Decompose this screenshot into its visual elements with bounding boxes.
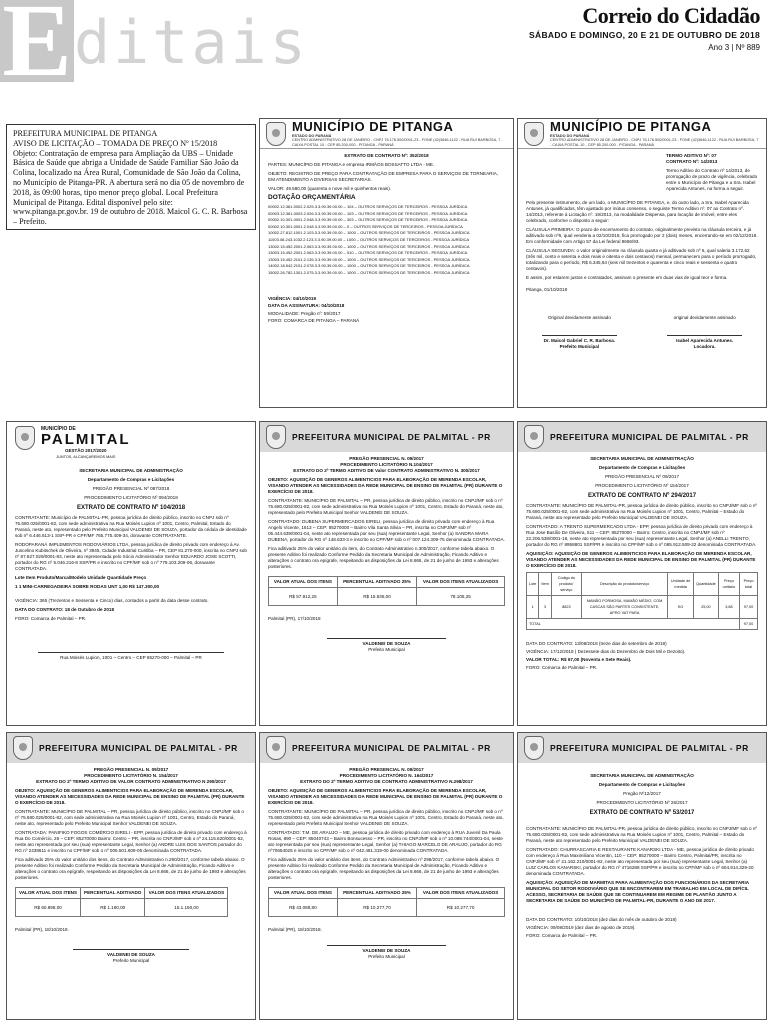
notice-line: CONTRATADO: A TRENTO SUPERMERCADO LTDA - EPP, pessoa jurídica de direito privado com endereço à Rua Jose Basílio De Oliveira, 511 – CEP: 85270000 – Bairro: Centro, inscrita no CNPJ/MF sob nº 22.206.538/0001-18, neste ato representada por seu (sua) representante Legal, Senhor (a) ANELLI TRENTO, portador do RG nº 8958801 SSP/PR e inscrito no CPF/MF sob o nº 065.912.509-22 denominada CONTRATADA. [526,524,757,547]
notice-line: CONTRATANTE: MUNICÍPIO DE PALMITAL – PR, pessoa jurídica de direito público, inscrito no CNPJ/MF sob o nº 75.680.025/0001-82, com sede administrativa na Rua Moisés Lupion nº 1001, Centro, Estado do Paraná, neste ato, representado pelo Prefeito Municipal Senhor VALDENEI DE SOUZA. [15,809,244,826]
notice-aditivo-palmital-298 [259,732,514,1020]
notice-line: Termo Aditivo do Contrato nº 14/2013, de prorrogação de prazo de vigência, celebrado entre o Município de Pitanga e a Sra. Isabel Aparecida Antunes, na forma a seguir. [666,168,758,191]
coat-of-arms-icon [524,425,544,449]
notice-line: PROCEDIMENTO LICITATÓRIO Nº 094/2018 [84,495,178,500]
signatory-name: Dr. Maicol Gabriel C. R. Barbosa. [543,338,616,343]
notice-line: CONTRATANTE: MUNICÍPIO DE PALMITAL-PR, pessoa jurídica de direito público, inscrito no CNPJ/MF sob o nº 75.680.025/0001-82, com sede administrativa na Rua Moisés Lupion nº 1001, Centro, Palmital – Estado do Paraná, neste ato representado pelo Prefeito Municipal VALDENEI DE SOUZA. [526,503,758,520]
notice-date: Palmital (PR), 18/10/2018. [268,927,322,932]
table-header: Preço unitário [718,573,739,596]
notice-line: DATA DO CONTRATO: 10/10/2018 (dez dias do mês de outubro de 2018) [526,917,677,922]
notice-line: Fica aditivado 25% do valor unitário do item, do Contrato Administrativo n.300/2017, conforme tabela abaixo. O presente Aditivo foi realizado Conforme Pedido da Secretaria Municipal de Administração, Ficando Aditivo e alterações o contrato ora epígrafe, respeitando as disposições da Lei 8.666, de 21 de junho de 1993 e alterações posteriores. [268,546,499,569]
notice-line: PREGÃO PRESENCIAL Nº 087/2018 [92,486,170,491]
budget-line: 00002.10.301.0001.2.048.3.3.90.39.00.00 – 303 – OUTROS SERVIÇOS DE TERCEIROS - PESSOA JURÍDICA [268,217,468,223]
signature-line [667,335,742,336]
items-header: Lote Item Produto/Marca/Modelo Unidade Quantidade Preço [15,575,147,580]
notice-line: VIGÊNCIA: 09/08/2019 (dez dias de agosto de 2019). [526,925,636,930]
notice-line: DOTAÇÃO ORÇAMENTÁRIA [268,194,356,201]
notice-line: CLÁUSULA SEGUNDA: o valor originalmente na cláusula quarta e já aditivado sob nº 6, qual valeria 3.172,62 (três mil, cento e setenta e dois reais e oitenta e dois centavos) mensal, permanecem para o período prorrogado, totalizando para o período, R$ 6.345,64 (seis mil trezentos e quarenta e cinco reais e sessenta e quatro centavos). [526,248,757,271]
notice-line: MODALIDADE: Pregão nº: 59/2017 [268,310,341,316]
notice-line: DATA DO CONTRATO: 13/08/2018 (treze dias de setembro de 2018) [526,641,667,646]
signature-note: Original devidamente assinado [547,315,611,320]
notice-line: SECRETARIA MUNICIPAL DE ADMINISTRAÇÃO [590,773,694,778]
table-header: VALOR ATUAL DOS ITENS [269,577,338,588]
header-title: MUNICÍPIO DE PITANGA [550,118,712,134]
notice-title: EXTRATO DE CONTRATO Nº 104/2018 [76,505,186,511]
table-cell: MAMÃO FORMOSA. MAMÃO MÉDIO, COM CASCAS SÃO PARTES CONSISTENTE, APRO VAT PARA [581,596,667,619]
signatory-name: VALDENEI DE SOUZA [107,952,155,957]
notice-line: Pelo presente instrumento, de um lado, o MUNICÍPIO DE PITANGA, e, do outro lado, a Sra. Isabel Aparecida Antunes, já qualificados, têm ajustado por mútuo consenso, o seguinte Termo Aditivo nº. 07 ao Contrato nº. 14/2013, referente à Licitação nº. 19/2013, na modalidade Dispensa, para locação de imóvel, entre eles celebrado, conforme o disposto a seguir: [526,200,749,223]
table-cell: 8823 [551,596,581,619]
notice-line: PROCEDIMENTO LICITATÓRIO N. 164/2017 [339,773,434,778]
header-title: PALMITAL [41,431,131,448]
table-header: PERCENTUAL ADITIVADO 25% [337,577,416,588]
header-pre-title: MUNICÍPIO DE [41,426,76,432]
notice-line: PREGÃO PRESENCIAL N. 09/2017 [349,456,424,461]
table-header: Preço total [740,573,758,596]
notice-line: Departamento de Compras e Licitações [598,465,686,470]
budget-line: 13002.15.452.2001.2.063.3.3.90.39.00.00 – 1000 – OUTROS SERVIÇOS DE TERCEIROS - PESSOA JURÍDICA [268,243,470,249]
notice-line: CONTRATADO: DUBENA SUPERMERCADOS EIRELI, pessoa jurídica de direito privado com endereço à Rua Angelo Vicente, 1613 – CEP: 85270000 – Bairro Vila Santa Silvia – PR, inscrita no CNPJ/MF sob nº 05.444.639/0001-04, neste ato representada por seu (sua) representante Legal, Senhor (a) SANDRA MARA DUBENA, portador do RG nº 148.633-3 e inscrito no CPF/MF sob o nº 007.124.309-75 denominada CONTRATADA. [268,519,505,542]
notice-line: PREGÃO PRESENCIAL N. 09/2017 [349,767,424,772]
notice-line: Fica aditivado 25% do valor unitário dos itens, do Contrato Administrativo n.290/2017, conforme tabela abaixo. O presente Aditivo foi realizado Conforme Pedido da Secretaria Municipal de Administração, Ficando Aditivo e alterações o contrato ora epígrafe, respeitando as disposições da Lei 8.666, de 21 de junho de 1993 e alterações posteriores. [15,857,246,880]
budget-line: 11003.08.243.1032.2.123.3.3.90.39.00.00 – 1000 – OUTROS SERVIÇOS DE TERCEIROS - PESSOA JURÍDICA [268,236,470,242]
header-address: CENTRO ADMINISTRATIVO 28 DE JANEIRO - CNPJ 76.176.500/0001-23 - FONE (42)3646-1122 - RUA RUI BARBOSA, 7 - CAIXA POSTAL 10 - CEP 85.200-000 - PITANGA - PARANÁ [550,138,759,147]
header-gestao: GESTÃO 2017/2020 [65,448,107,453]
notice-line: TERMO ADITIVO Nº: 07 [666,153,717,158]
table-header: PERCENTUAL ADITIVADO [81,888,145,899]
table-cell: 15.1.160,00 [145,899,228,917]
header-title: PREFEITURA MUNICIPAL DE PALMITAL - PR [550,743,749,753]
notice-line: EXTRATO DE CONTRATO Nº: 352/2018 [344,153,429,158]
notice-line: CLÁUSULA PRIMEIRA: O prazo de encerramento do contrato, originalmente previsto na cláusula terceira, e já aditivado sob nº6, qual venderia a 02/10/2018, fica prorrogado por 2 (dois) meses, encerrando-se em 02/12/2018. Em conformidade com Artigo 57 da Lei federal 8666/93. [526,227,758,244]
notice-line: CONTRATADA: PANIFIKO FOGOS COMÉRCIO EIRELI - EPP, pessoa jurídica de direito privado com endereço à Rua Do Comércio, 26 – CEP: 85270000 Bairro: Centro – PR, inscrita no CNPJ/MF sob o nº 24.115.620/0001-52, neste ato representada por seu (sua) representante Legal, Senhor (a) ANDRE LUIS DOS SANTOS portador do RG nº 2438611 e inscrito no CPF/MF sob o nº 005.501.609-05 denominada CONTRATADA. [15,830,247,853]
notice-line: SECRETARIA MUNICIPAL DE ADMINISTRAÇÃO [79,468,183,473]
notice-line: Departamento de Compras e Licitações [87,477,175,482]
notice-line: CONTRATANTE: Município de PALMITAL-PR, pessoa jurídica de direito público, inscrito no CNPJ sob nº 75.680.025/0001-82, com sede administrativa na Rua Moisés Lupion nº 1001, Centro, Palmital, Estado do Paraná, neste ato, representado pelo Prefeito Municipal VALDENEI DE SOUZA, portador da cédula de identidade sob nº 6.446.613-1 SSP-PR e CPF/MF 765.775.409-34, doravante CONTRATANTE. [15,515,247,538]
table-cell: R$ 43.088,80 [269,899,338,917]
coat-of-arms-icon [266,736,286,760]
notice-line: VIGÊNCIA: 17/12/2018 ( Dezessete dias do Dezembro de Dois Mil e Dezoito). [526,649,686,654]
notice-line: CONTRATANTE: MUNICÍPIO DE PALMITAL-PR, pessoa jurídica de direito público, inscrito no CNPJ/MF sob o nº 75.680.025/0001-82, com sede administrativa na Rua Moisés Lupion nº 1001, Centro, Palmital – Estado do Paraná, neste ato representado pelo Prefeito Municipal VALDENEI DE SOUZA. [526,826,758,843]
signatory-role: Prefeito Municipal [368,647,405,652]
notice-line: OBJETO: REGISTRO DE PREÇO PARA CONTRATAÇÃO DE EMPRESA PARA O SERVIÇOS DE TORNEARIA, EM ATENDIMENTO A DIVERSAS SECRETARIAS. [268,171,499,182]
section-initial: E [0,0,74,82]
signatory-name: VALDENEI DE SOUZA [362,948,411,953]
notice-line: Pregão Nº12/2017 [623,791,661,796]
items-table [526,572,758,630]
notice-line: PARTES: MUNICÍPIO DE PITANGA e empresa IRMÃOS BOSSATTO LTDA - ME. [268,162,435,167]
section-title: ditais [74,12,309,74]
notice-line: AVISO DE LICITAÇÃO – TOMADA DE PREÇO Nº 15/2018 [13,138,218,148]
notice-line: CONTRATADO: CHURRASCARIA E RESTAURANTE KANARSKI LTDA - ME, pessoa jurídica de direito privado com endereço à Rua Maximiliano Vicentin, 110 – CEP: 85270000 – Bairro Centro, Palmital/PR, inscrita no CNPJ/MF sob nº 21.162.210/0001-82, neste ato representada por seu (sua) representante Legal, Senhor (a) LUIZ CARLOS KANARSKI, portador do RG nº 4716288 SSP/PR e inscrito no CPF/MF sob o nº 604.914.329-20 denominada CONTRATADA. [526,847,754,876]
table-cell: KG [668,596,694,619]
table-header: VALOR DOS ITENS ATUALIZADOS [145,888,228,899]
table-cell: R$ 57.912,25 [269,588,338,606]
values-table [15,887,228,917]
header-address: CENTRO ADMINISTRATIVO 28 DE JANEIRO - CNPJ 76.176.500/0001-23 - FONE (42)3646-1122 - RUA RUI BARBOSA, 7 - CAIXA POSTAL 10 - CEP 85.200-000 - PITANGA - PARANÁ [292,138,503,147]
coat-of-arms-icon [13,736,33,760]
table-header: VALOR DOS ITENS ATUALIZADOS [417,577,505,588]
notice-line: FORO: Comarca de Palmital – PR. [526,665,598,670]
notice-header [518,119,766,149]
notice-line: PROCEDIMENTO LICITATÓRIO N. 154/2017 [84,773,178,778]
table-header: Quantidade [694,573,719,596]
notice-line: EXTRATO DO 2º TERMO ADITIVO DE VALOR CONTRATO ADMINISTRATIVO N 290/2017 [36,779,226,784]
coat-of-arms-icon [524,736,544,760]
signature-line [327,945,446,946]
table-header: Lote [527,573,539,596]
table-total: 97,00 [740,619,758,630]
table-total-label: TOTAL [527,619,740,630]
signatory-role: Prefeito Municipal [559,344,600,349]
notice-line: PREGÃO PRESENCIAL N. 09/2017 [93,767,169,772]
table-header: VALOR ATUAL DOS ITENS [16,888,81,899]
issue-date: SÁBADO E DOMINGO, 20 E 21 DE OUTUBRO DE 2018 [529,30,760,40]
notice-line: OBJETO: AQUISIÇÃO DE GENEROS ALIMENTICIOS PARA ELABORAÇÃO DE MERENDA ESCOLAR, VISANDO ATENDER AS NECESSIDADES DA REDE MUNICIPAL DE ENSINO DE PALMITAL (PR) DURANTE O EXERCÍCIO DE 2018. [15,788,245,805]
notice-line: CONTRATO Nº: 14/2013 [666,159,718,164]
table-header: Item [539,573,551,596]
notice-line: CONTRATADO: T.M. DE ARAUJO – ME, pessoa jurídica de direito privado com endereço à RUA Juvenil Da Paula Rosas, 890 – CEP: 85040743 – Bairro Bonsucesso – PR, inscrito no CNPJ/MF sob o nº 10.088.744/0001-04, neste ato representada por seu (sua) representante Legal, Senhor (a) THIAGO MARCELO DE ARAUJO, portador do RG nº70654025 e inscrito no CPF/MF sob o nº 042.481.319-00 denominada CONTRATADA. [268,830,503,853]
notice-line: PREGÃO PRESENCIAL Nº 09/2017 [604,474,680,479]
notice-title: EXTRATO DE CONTRATO Nº 294/2017 [587,493,697,499]
notice-aditivo-palmital-290 [6,732,256,1020]
notice-line: DATA DO CONTRATO: 18 de Outubro de 2018 [15,607,115,612]
budget-line: 13003.15.452.2001.2.063.3.3.90.39.00.00 – 510 – OUTROS SERVIÇOS DE TERCEIROS - PESSOA JURÍDICA [268,250,468,256]
coat-of-arms-icon [266,122,286,146]
notice-line: FORO: Comarca de Palmital – PR. [15,616,87,621]
notice-header [260,733,513,763]
header-title: PREFEITURA MUNICIPAL DE PALMITAL - PR [550,432,749,442]
notice-line: AQUISIÇÃO: AQUISIÇÃO DE GENEROS ALIMENTICIOS PARA ELABORAÇÃO DE MERENDA ESCOLAR, VISANDO ATENDER AS NECESSIDADES DA REDE MUNICIPAL DE ENSINO DE PALMITAL (PR) DURANTE O EXERCÍCIO DE 2018. [526,551,756,568]
table-cell: 25,00 [694,596,719,619]
notice-header [7,733,255,763]
table-header: PERCENTUAL ADITIVADO 25% [337,888,416,899]
coat-of-arms-icon [15,426,35,450]
table-cell: R$ 60.898,00 [16,899,81,917]
items-row: 1 1 MINI-CARREGADEIRA SOBRE RODAS UNT 1,00 R$ 147.300,00 [15,584,160,589]
notice-line: Objeto: Contratação de empresa para Ampliação da UBS – Unidade Básica de Saúde que abriga a Unidade de Saúde Familiar São João da Colina, localizado na Área Rural, Comunidade de São João da Colina, no Município de Pitanga-PR. A abertura será no dia 05 de novembro de 2018, às 09:00 horas, tipo menor preço global. Local Prefeitura Municipal de Pitanga. Edital disponível pelo site: www.pitanga.pr.gov.br. 19 de outubro de 2018. Maicol G. C. R. Barbosa – Prefeito. [13,148,248,227]
table-header: VALOR ATUAL DOS ITENS [269,888,338,899]
notice-aviso-licitacao [6,124,256,230]
notice-line: EXTRATO DO 2º TERMO ADITIVO DE CONTRATO ADMINISTRATIVO N.298/2017 [300,779,473,784]
notice-line: CONTRATANTE: MUNICÍPIO DE PALMITAL – PR, pessoa jurídica de direito público, inscrito no CNPJ/MF sob o nº 75.680.025/0001-82, com sede administrativa na Rua Moisés Lupion nº 1001, Centro, Estado do Paraná, neste ato, representado pelo Prefeito Municipal Senhor VALDENEI DE SOUZA. [268,809,504,826]
notice-line: PROCEDIMENTO LICITATÓRIO Nº 26/2017 [596,800,688,805]
signature-line [73,949,189,950]
notice-line: OBJETO: AQUISIÇÃO DE GENEROS ALIMENTICIOS PARA ELABORAÇÃO DE MERENDA ESCOLAR, VISANDO ATENDER AS NECESSIDADES DA REDE MUNICIPAL DE ENSINO DE PALMITAL (PR) DURANTE O EXERCÍCIO DE 2018. [268,788,503,805]
notice-line: VIGÊNCIA: 365 (Trezentos e Sessenta e Cinco) dias, contados a partir da data desse contrato. [15,598,209,603]
budget-line: 14002.18.542.2101.2.078.3.3.90.39.00.00 – 1000 – OUTROS SERVIÇOS DE TERCEIROS - PESSOA JURÍDICA [268,263,470,269]
table-header: Unidade de medida [668,573,694,596]
notice-line: FORO: Comarca de Palmital – PR. [526,933,598,938]
header-title: MUNICÍPIO DE PITANGA [292,118,454,134]
table-cell: 97,00 [740,596,758,619]
notice-line: DATA DA ASSINATURA: 04/10/2018 [268,303,345,309]
budget-line: 00002.10.301.0001.2.048.3.3.90.39.00.00 – 0 – OUTROS SERVIÇOS DE TERCEIROS - PESSOA JURÍDICA [268,223,463,229]
notice-line: RODOPARANÁ IMPLEMENTOS RODOVIÁRIOS LTDA, pessoa jurídica de direito privado com endereço à Av. Juscelino Kubitschek de Oliveira, nº 3945, Cidade Industrial Curitiba – PR, CEP 81.270-000, inscrita no CNPJ sob nº 87.827.029/0001-83, neste ato representada pelo Sócio Administrador Senhor EDUARDO JOSE SCOTTI, portador do RG nº 5.046.216-8 SSP/PR e inscrito no CPF/MF sob o nº 779.103.209-06, doravante CONTRATADA. [15,542,247,571]
values-table [268,576,505,606]
newspaper-logo: Correio do Cidadão [582,3,760,28]
header-subtitle: ESTADO DO PARANÁ [550,133,590,138]
budget-line: 13003.15.452.2101.2.135.3.3.90.39.00.00 – 1000 – OUTROS SERVIÇOS DE TERCEIROS - PESSOA JURÍDICA [268,256,470,262]
signatory-role: Locadora. [693,344,716,349]
table-header: VALOR DOS ITENS ATUALIZADOS [417,888,505,899]
notice-title: EXTRATO DE CONTRATO Nº 53/2017 [589,810,695,816]
table-cell: 3 [539,596,551,619]
table-cell: 3,88 [718,596,739,619]
notice-date: Palmital (PR), 17/10/2018 [268,616,321,621]
table-cell: 78.105,25 [417,588,505,606]
table-cell: R$ 10.277,70 [337,899,416,917]
table-cell: 1 [527,596,539,619]
budget-line: 10002.27.812.1001.2.103.3.3.90.39.00.00 – 1000 – OUTROS SERVIÇOS DE TERCEIROS - PESSOA JURÍDICA [268,230,470,236]
signature-line [542,335,617,336]
signature-note: original devidamente assinado [673,315,736,320]
table-cell: R$ 15.636,00 [337,588,416,606]
signature-line [38,652,224,653]
coat-of-arms-icon [524,122,544,146]
notice-line: E assim, por estarem justos e contratados, assinam o presente em duas vias de igual teor e forma. [526,275,728,280]
issue-number: Ano 3 | Nº 889 [708,43,760,52]
notice-header [260,422,513,452]
notice-line: PREFEITURA MUNICIPAL DE PITANGA [13,129,158,138]
budget-line: 00002.12.361.0002.2.025.3.3.90.39.00.00 – 104 – OUTROS SERVIÇOS DE TERCEIROS - PESSOA JURÍDICA [268,204,468,209]
notice-line: VIGÊNCIA: 04/10/2019 [268,295,317,301]
notice-line: CONTRATANTE: MUNICÍPIO DE PALMITAL – PR, pessoa jurídica de direito público, inscrito no CNPJ/MF sob o nº 75.680.025/0001-82, com sede administrativa na Rua Moisés Lupion nº 1001, Centro, Estado do Paraná, neste ato, representado pelo Prefeito Municipal Senhor VALDENEI DE SOUZA. [268,498,504,515]
notice-line: VALOR: 49.580,00 (quarenta e nove mil e quinhentos reais). [268,186,391,191]
header-subtitle: ESTADO DO PARANÁ [292,133,332,138]
values-table [268,887,505,917]
notice-header [260,119,513,149]
signatory-name: VALDENEI DE SOUZA [362,641,411,646]
notice-line: Fica aditivado 25% do valor unitário dos itens, do Contrato Administrativo nº 298/2017, conforme tabela abaixo. O presente Aditivo foi realizado Conforme Pedido da Secretaria Municipal de Administração, Ficando Aditivo e alterações o contrato ora epígrafe, respeitando as disposições da Lei 8.666, de 21 de junho de 1993 e alterações posteriores. [268,857,500,880]
notice-contrato-palmital-53 [517,732,767,1020]
header-title: PREFEITURA MUNICIPAL DE PALMITAL - PR [292,432,491,442]
notice-line: PROCEDIMENTO LICITATÓRIO Nº 154/2017 [595,483,689,488]
notice-contrato-palmital-104 [6,421,256,726]
table-header: Descrição do produto/serviço [581,573,667,596]
notice-line: PROCEDIMENTO LICITATÓRIO N.104/2017 [340,462,433,467]
coat-of-arms-icon [266,425,286,449]
header-motto: JUNTOS, ALCANÇAREMOS MAIS [56,455,116,459]
header-title: PREFEITURA MUNICIPAL DE PALMITAL - PR [39,743,238,753]
notice-line: VALOR TOTAL: R$ 67,00 (Noventa e Sete Reais). [526,657,632,662]
signatory-name: Isabel Aparecida Antunes. [676,338,734,343]
notice-aditivo-palmital-300 [259,421,514,726]
notice-contrato-palmital-294 [517,421,767,726]
signatory-role: Prefeito Municipal [112,958,150,963]
table-cell: R$ 10.277,70 [417,899,505,917]
notice-header [518,422,766,452]
notice-header [518,733,766,763]
notice-line: AQUISIÇÃO: AQUISIÇÃO DE MARMITAS PARA ALIMENTAÇÃO DOS FUNCIONÁRIOS DA SECRETARIA MUNICIPAL DO SETOR RODOVIÁRIO QUE SE ENCONTRAREM EM TRABALHO EM LOCAL DE DIFÍCIL ACESSO, SECRETARIA DE SAÚDE QUE SE CONTINUAREM EM REGIME DE PLANTÃO JUNTO A SECRETARIA DE SAÚDE DO MUNICÍPIO DE PALMITAL-PR, DURANTE O ANO DE 2017. [526,880,749,903]
notice-termo-aditivo-pitanga [517,118,767,408]
budget-line: 15002.26.782.1301.2.075.3.3.90.39.00.00 – 1000 – OUTROS SERVIÇOS DE TERCEIROS - PESSOA JURÍDICA [268,269,470,275]
notice-date: Pitanga, 01/10/2018 [526,287,568,292]
header-title: PREFEITURA MUNICIPAL DE PALMITAL - PR [292,743,491,753]
table-cell: R$ 1.160,00 [81,899,145,917]
notice-line: FORO: COMARCA DE PITANGA – PARANÁ [268,318,360,324]
budget-line: 00003.12.361.0003.2.026.3.3.90.39.00.00 – 103 – OUTROS SERVIÇOS DE TERCEIROS - PESSOA JURÍDICA [268,210,468,216]
notice-line: EXTRATO DO 2º TERMO ADITIVO DE Valor CONTRATO ADMINISTRATIVO N. 300/2017 [293,468,480,473]
notice-line: OBJETO: AQUISIÇÃO DE GENEROS ALIMENTICIOS PARA ELABORAÇÃO DE MERENDA ESCOLAR, VISANDO ATENDER AS NECESSIDADES DA REDE MUNICIPAL DE ENSINO DE PALMITAL (PR) DURANTE O EXERCÍCIO DE 2018. [268,477,503,494]
signatory-role: Prefeito Municipal [368,954,405,959]
notice-date: Palmital (PR), 18/10/2018. [15,927,69,932]
masthead [500,4,760,52]
notice-line: SECRETARIA MUNICIPAL DE ADMINISTRAÇÃO [590,456,694,461]
signature-line [327,638,446,639]
notice-line: Departamento de Compras e Licitações [598,782,686,787]
table-header: Código do produto/ serviço [551,573,581,596]
footer-address: Rua Moisés Lupion, 1001 – Centro – CEP 85270-000 – Palmital – PR [60,655,202,660]
notice-extrato-pitanga [259,118,514,408]
